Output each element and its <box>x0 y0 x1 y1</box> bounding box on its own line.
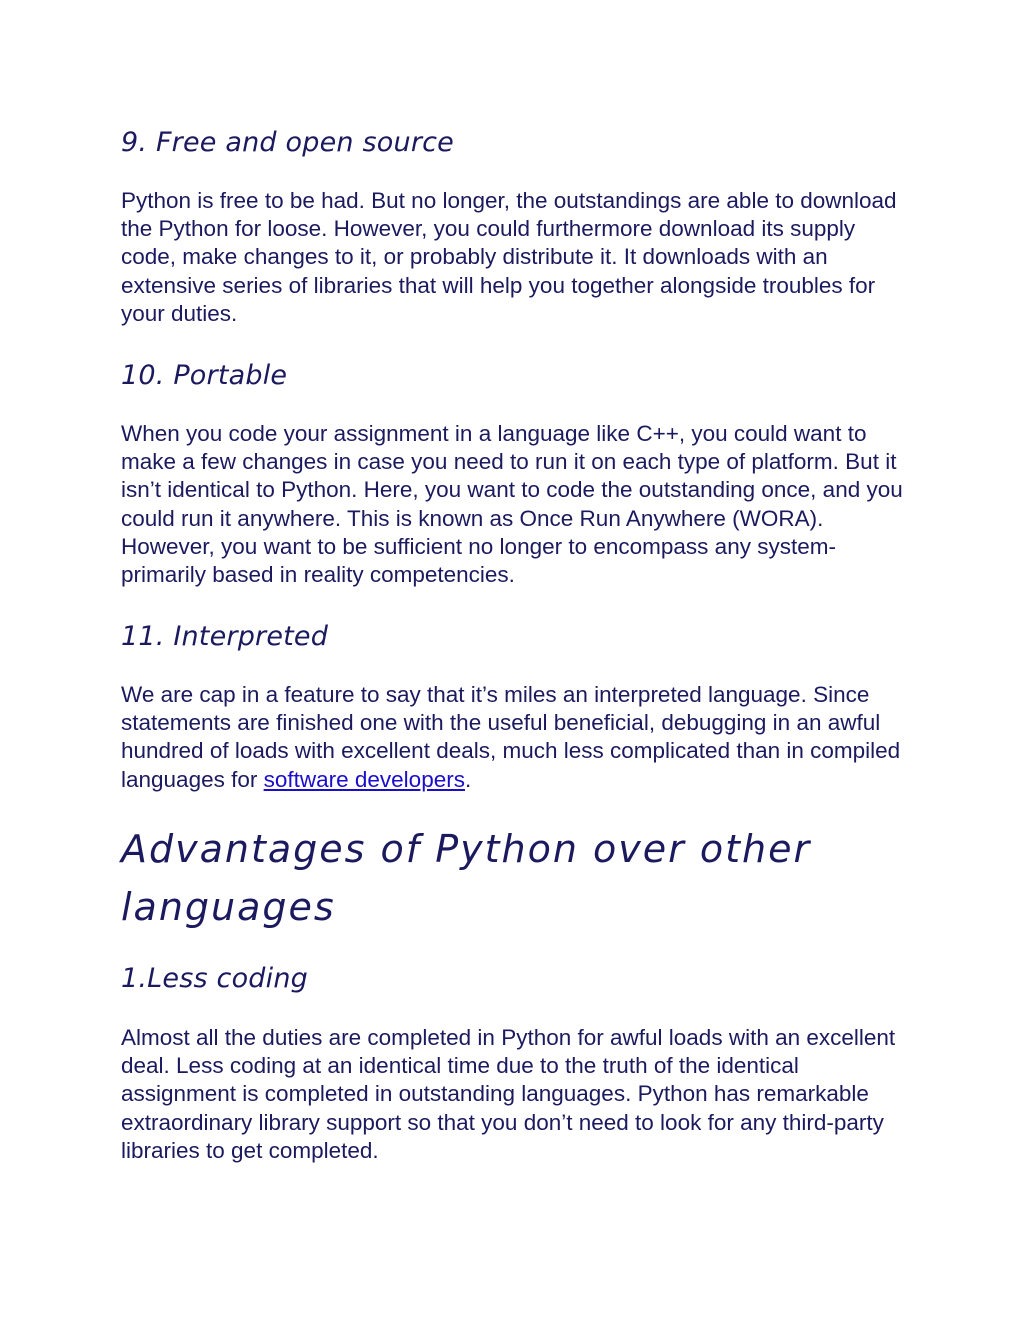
paragraph-interpreted-text: We are cap in a feature to say that it’s miles an interpreted language. Since statements are finished one with the useful beneficial, debugging in an awful hundred of loads with excellent deals, much less complicated than in compiled languages for <box>121 682 901 792</box>
heading-interpreted: 11. Interpreted <box>121 621 329 652</box>
heading-free-and-open-source: 9. Free and open source <box>121 127 454 158</box>
paragraph-portable: When you code your assignment in a language like C++, you could want to make a few changes in case you need to run it on each type of platform. But it isn’t identical to Python. Here, you want to code the outstanding once, and you could run it anywhere. This is known as Once Run Anywhere (WORA). However, you want to be sufficient no longer to encompass any system-primarily based in reality competencies. <box>121 421 903 588</box>
paragraph-free-and-open-source: Python is free to be had. But no longer, the outstandings are able to download the Python for loose. However, you could furthermore download its supply code, make changes to it, or probably distribute it. It downloads with an extensive series of libraries that will help you together alongside troubles for your duties. <box>121 188 897 326</box>
software-developers-link[interactable]: software developers <box>263 766 465 792</box>
main-heading-advantages: Advantages of Python over other languages <box>121 827 812 929</box>
paragraph-interpreted <box>121 681 916 794</box>
paragraph-less-coding: Almost all the duties are completed in Python for awful loads with an excellent deal. Less coding at an identical time due to the truth of the identical assignment is completed in outstanding languages. Python has remarkable extraordinary library support so that you don’t need to look for any third-party libraries to get completed. <box>121 1025 896 1163</box>
heading-less-coding: 1.Less coding <box>121 963 308 994</box>
paragraph-interpreted-period: . <box>464 766 472 792</box>
heading-portable: 10. Portable <box>121 360 288 391</box>
